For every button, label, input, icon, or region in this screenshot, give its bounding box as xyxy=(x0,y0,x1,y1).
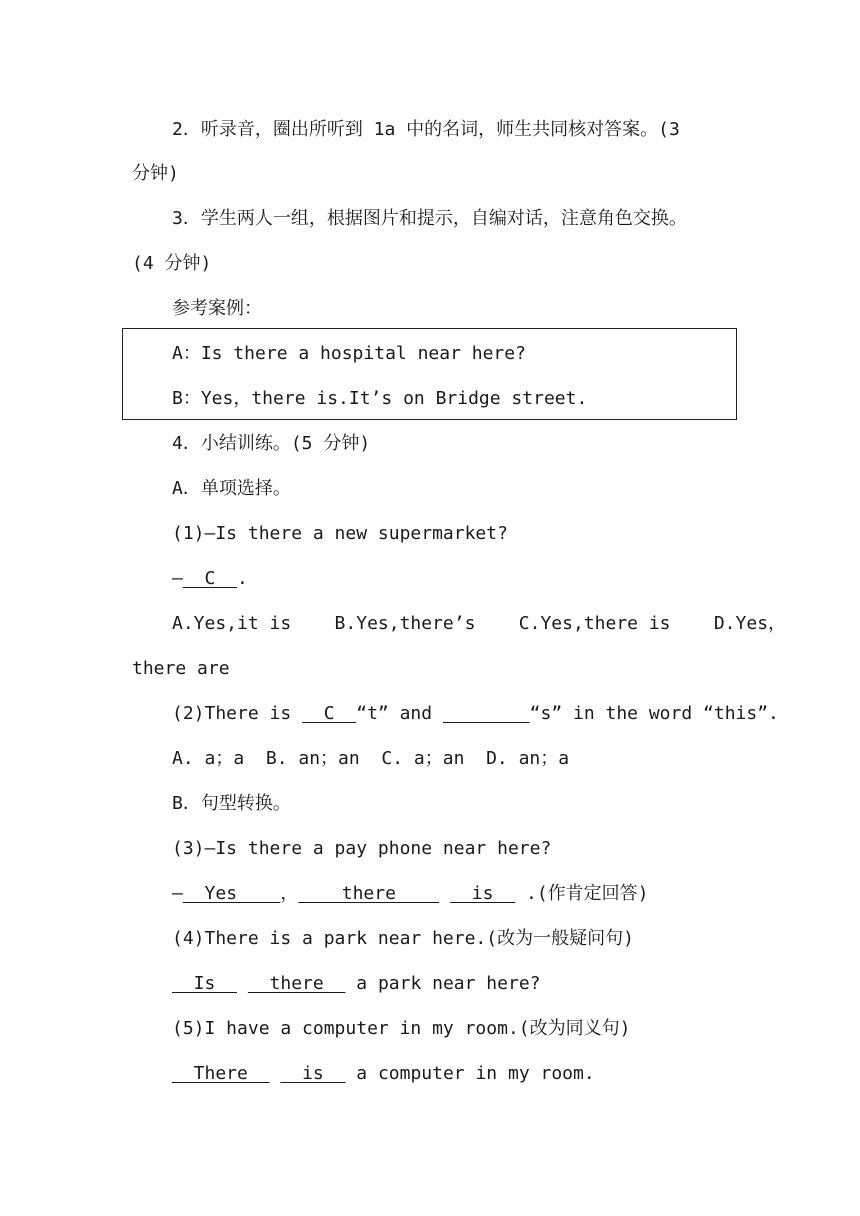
q5-blank-2: is xyxy=(280,1063,346,1084)
q1-answer-blank: C xyxy=(182,568,238,589)
q3-blank-3: is xyxy=(450,883,516,904)
reference-title: 参考案例： xyxy=(172,298,262,319)
q4-question: (4)There is a park near here.(改为一般疑问句) xyxy=(172,928,634,949)
q1-options-line2: there are xyxy=(132,658,230,679)
q2-blank-2 xyxy=(443,703,530,724)
q2-question xyxy=(172,702,779,726)
q3-suffix: .(作肯定回答) xyxy=(526,883,649,904)
q3-question: (3)—Is there a pay phone near here? xyxy=(172,838,552,859)
q3-blank-2: there xyxy=(298,883,440,904)
q2-middle: “t” and xyxy=(356,703,443,724)
step3-line1: 3．学生两人一组，根据图片和提示，自编对话，注意角色交换。 xyxy=(172,208,687,229)
q4-blank-1: Is xyxy=(172,973,238,994)
q3-answer-line xyxy=(172,882,649,906)
q5-rest: a computer in my room. xyxy=(356,1063,595,1084)
q5-question: (5)I have a computer in my room.(改为同义句) xyxy=(172,1018,631,1039)
q5-answer-line xyxy=(172,1062,595,1086)
q4-rest: a park near here? xyxy=(356,973,541,994)
q3-blank-1: Yes xyxy=(182,883,281,904)
q3-prefix: — xyxy=(172,883,183,904)
q1-answer-line xyxy=(172,567,248,591)
q2-answer-blank: C xyxy=(302,703,357,724)
q1-answer-prefix: — xyxy=(172,568,183,589)
section-a-heading: A．单项选择。 xyxy=(172,478,291,499)
step4-heading: 4．小结训练。(5 分钟) xyxy=(172,433,371,454)
q3-sep: ， xyxy=(280,883,299,904)
step2-line2: 分钟) xyxy=(132,163,179,184)
q4-blank-2: there xyxy=(247,973,346,994)
dialog-line-b: B：Yes，there is.It’s on Bridge street. xyxy=(172,388,588,409)
step2-line1: 2．听录音，圈出所听到 1a 中的名词，师生共同核对答案。(3 xyxy=(172,119,680,140)
q2-prefix: (2)There is xyxy=(172,703,303,724)
q1-answer-suffix: . xyxy=(237,568,248,589)
q1-question: (1)—Is there a new supermarket? xyxy=(172,523,508,544)
q2-options: A. a；a B. an；an C. a；an D. an；a xyxy=(172,748,570,769)
step3-line2: (4 分钟) xyxy=(132,253,212,274)
section-b-heading: B．句型转换。 xyxy=(172,793,291,814)
q2-suffix: “s” in the word “this”. xyxy=(529,703,779,724)
q1-options-line1: A.Yes,it is B.Yes,there’s C.Yes,there is D.Yes， xyxy=(172,613,787,634)
q5-blank-1: There xyxy=(172,1063,270,1084)
dialog-line-a: A：Is there a hospital near here? xyxy=(172,343,526,364)
q4-answer-line xyxy=(172,972,541,996)
